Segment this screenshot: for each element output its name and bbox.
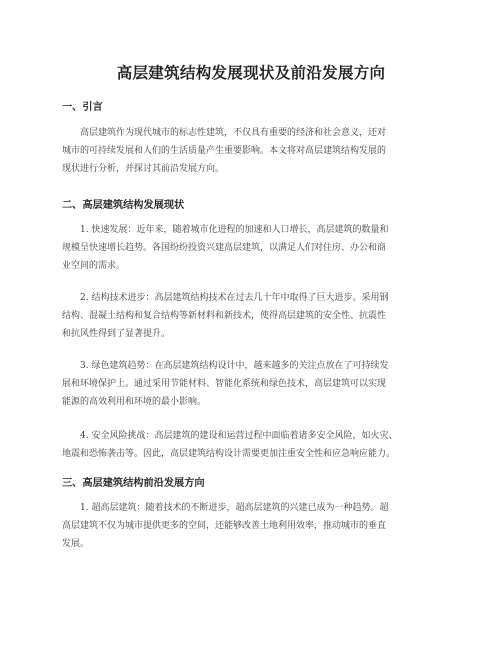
- paragraph-line: 3. 绿色建筑趋势：在高层建筑结构设计中，越来越多的关注点放在了可持续发: [80, 361, 389, 371]
- paragraph-green-building: [62, 358, 442, 411]
- paragraph-super-tall-buildings: [62, 500, 442, 553]
- section-heading-frontier-directions: 三、高层建筑结构前沿发展方向: [62, 478, 205, 489]
- paragraph-introduction: [62, 125, 442, 178]
- paragraph-line: 和抗风性得到了显著提升。: [62, 328, 171, 339]
- paragraph-line: 城市的可持续发展和人们的生活质量产生重要影响。本文将对高层建筑结构发展的: [62, 145, 387, 156]
- paragraph-line: 4. 安全风险挑战：高层建筑的建设和运营过程中面临着诸多安全风险，如火灾、: [80, 431, 398, 441]
- paragraph-line: 2. 结构技术进步：高层建筑结构技术在过去几十年中取得了巨大进步。采用钢: [80, 293, 389, 303]
- paragraph-line: 发展。: [62, 538, 90, 549]
- paragraph-line: 展和环境保护上。通过采用节能材料、智能化系统和绿色技术，高层建筑可以实现: [62, 378, 387, 389]
- paragraph-line: 高层建筑作为现代城市的标志性建筑，不仅具有重要的经济和社会意义，还对: [80, 128, 387, 138]
- paragraph-safety-risks: [62, 428, 442, 464]
- section-heading-current-status: 二、高层建筑结构发展现状: [62, 200, 185, 211]
- paragraph-line: 业空间的需求。: [62, 260, 126, 271]
- paragraph-line: 结构、混凝土结构和复合结构等新材料和新技术，使得高层建筑的安全性、抗震性: [62, 310, 387, 321]
- paragraph-rapid-development: [62, 222, 442, 275]
- paragraph-line: 高层建筑不仅为城市提供更多的空间，还能够改善土地利用效率，推动城市的垂直: [62, 520, 387, 531]
- paragraph-line: 规模呈快速增长趋势。各国纷纷投资兴建高层建筑，以满足人们对住房、办公和商: [62, 242, 387, 253]
- paragraph-line: 现状进行分析，并探讨其前沿发展方向。: [62, 163, 225, 174]
- paragraph-line: 1. 快速发展：近年来，随着城市化进程的加速和人口增长，高层建筑的数量和: [80, 225, 389, 235]
- paragraph-line: 1. 超高层建筑：随着技术的不断进步，超高层建筑的兴建已成为一种趋势。超: [80, 503, 389, 513]
- paragraph-line: 地震和恐怖袭击等。因此，高层建筑结构设计需要更加注重安全性和应急响应能力。: [62, 448, 396, 459]
- paragraph-line: 能源的高效利用和环境的最小影响。: [62, 396, 207, 407]
- section-heading-introduction: 一、引言: [62, 102, 103, 113]
- document-title: 高层建筑结构发展现状及前沿发展方向: [116, 64, 386, 82]
- paragraph-structural-technology: [62, 290, 442, 343]
